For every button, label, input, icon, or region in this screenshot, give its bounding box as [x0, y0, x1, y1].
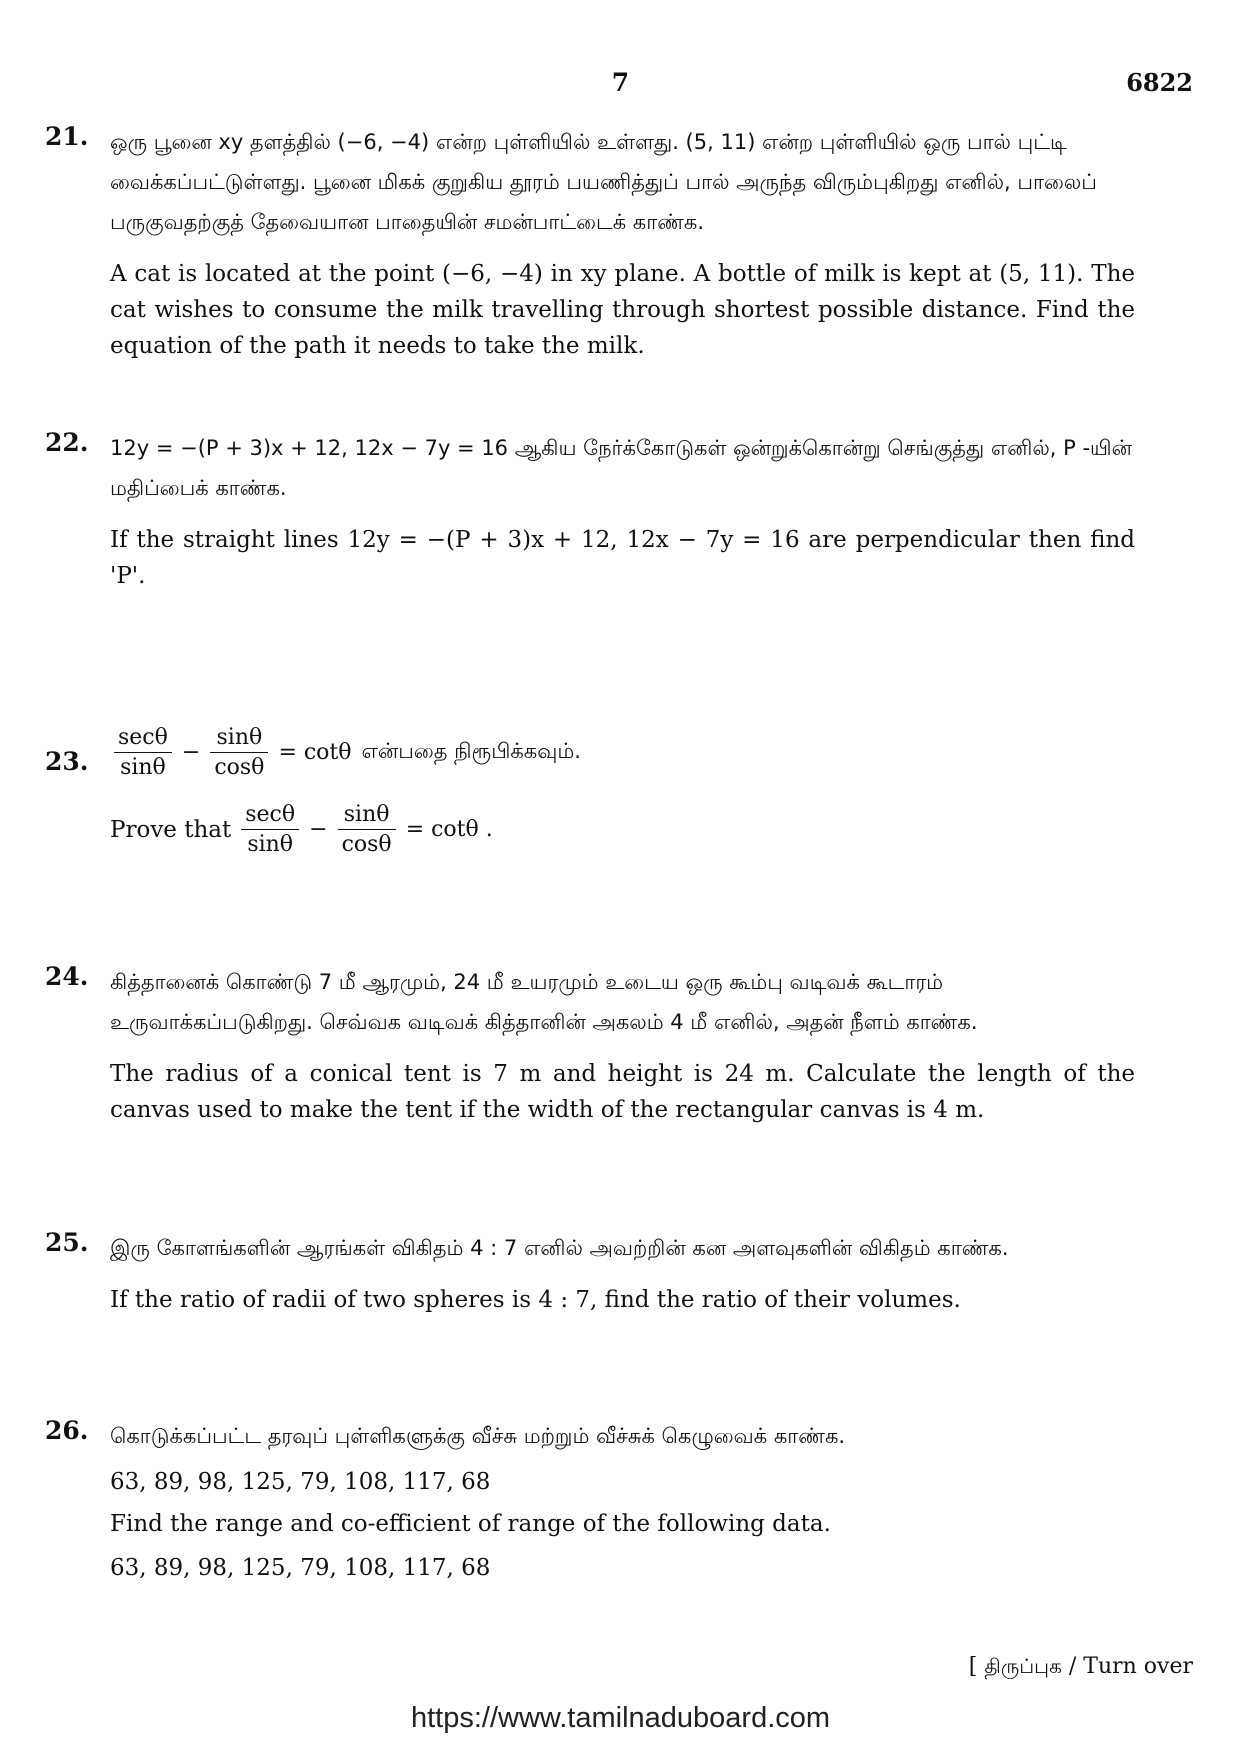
question-25	[45, 1228, 1135, 1318]
footer-url: https://www.tamilnaduboard.com	[410, 1702, 831, 1734]
question-number: 23.	[45, 747, 89, 776]
fraction-sin-cos: $\frac{\sin\theta}{\cos\theta}$	[210, 725, 268, 780]
fraction-sec-sin: $\frac{\sec\theta}{\sin\theta}$	[241, 802, 299, 857]
question-text-tamil: கித்தானைக் கொண்டு 7 மீ ஆரமும், 24 மீ உயரமும் உடைய ஒரு கூம்பு வடிவக் கூடாரம் உருவாக்கப்படுகிறது. செவ்வக வடிவக் கித்தானின் அகலம் 4 மீ எனில், அதன் நீளம் காண்க.	[110, 970, 978, 1034]
identity-tamil	[110, 725, 1135, 780]
question-text-english: A cat is located at the point (−6, −4) in xy plane. A bottle of milk is kept at (5, 11). The cat wishes to consume the milk travelling through shortest possible distance. Find the equation of the path it needs to take the milk.	[110, 261, 1135, 359]
question-21	[45, 122, 1135, 364]
question-text-english: If the straight lines 12y = −(P + 3)x + 12, 12x − 7y = 16 are perpendicular then find 'P'.	[110, 527, 1135, 589]
page-number: 7	[611, 68, 630, 97]
question-text-english: If the ratio of radii of two spheres is 4 : 7, find the ratio of their volumes.	[110, 1287, 961, 1313]
question-text-tamil: என்பதை நிரூபிக்கவும்.	[361, 739, 581, 763]
question-text-tamil: இரு கோளங்களின் ஆரங்கள் விகிதம் 4 : 7 எனில் அவற்றின் கன அளவுகளின் விகிதம் காண்க.	[110, 1236, 1009, 1260]
question-24	[45, 962, 1135, 1128]
question-number: 21.	[45, 122, 89, 151]
question-number: 22.	[45, 428, 89, 457]
prove-that-label: Prove that	[110, 816, 232, 843]
question-number: 26.	[45, 1416, 89, 1445]
minus-sign: −	[309, 817, 328, 842]
question-number: 24.	[45, 962, 89, 991]
question-text-english: Find the range and co-efficient of range of the following data.	[110, 1511, 831, 1537]
question-number: 25.	[45, 1228, 89, 1257]
fraction-sec-sin: $\frac{\sec\theta}{\sin\theta}$	[114, 725, 172, 780]
question-text-tamil: 12y = −(P + 3)x + 12, 12x − 7y = 16 ஆகிய நேர்க்கோடுகள் ஒன்றுக்கொன்று செங்குத்து எனில், P -யின் மதிப்பைக் காண்க.	[110, 436, 1132, 500]
data-values: 63, 89, 98, 125, 79, 108, 117, 68	[110, 1555, 491, 1581]
rhs: = cotθ	[278, 740, 352, 765]
fraction-sin-cos: $\frac{\sin\theta}{\cos\theta}$	[338, 802, 396, 857]
data-values: 63, 89, 98, 125, 79, 108, 117, 68	[110, 1469, 491, 1495]
rhs: = cotθ .	[405, 817, 493, 842]
paper-code: 6822	[1126, 68, 1193, 97]
identity-english	[110, 802, 1135, 857]
question-26	[45, 1416, 1135, 1590]
question-22	[45, 428, 1135, 594]
question-23	[45, 725, 1135, 857]
question-text-tamil: கொடுக்கப்பட்ட தரவுப் புள்ளிகளுக்கு வீச்சு மற்றும் வீச்சுக் கெழுவைக் காண்க.	[110, 1424, 846, 1448]
turn-over-note: [ திருப்புக / Turn over	[968, 1654, 1193, 1679]
minus-sign: −	[181, 740, 201, 765]
question-text-tamil: ஒரு பூனை xy தளத்தில் (−6, −4) என்ற புள்ளியில் உள்ளது. (5, 11) என்ற புள்ளியில் ஒரு பால் புட்டி வைக்கப்பட்டுள்ளது. பூனை மிகக் குறுகிய தூரம் பயணித்துப் பால் அருந்த விரும்புகிறது எனில், பாலைப் பருகுவதற்குத் தேவையான பாதையின் சமன்பாட்டைக் காண்க.	[110, 130, 1097, 234]
question-text-english: The radius of a conical tent is 7 m and height is 24 m. Calculate the length of the canvas used to make the tent if the width of the rectangular canvas is 4 m.	[110, 1061, 1135, 1123]
